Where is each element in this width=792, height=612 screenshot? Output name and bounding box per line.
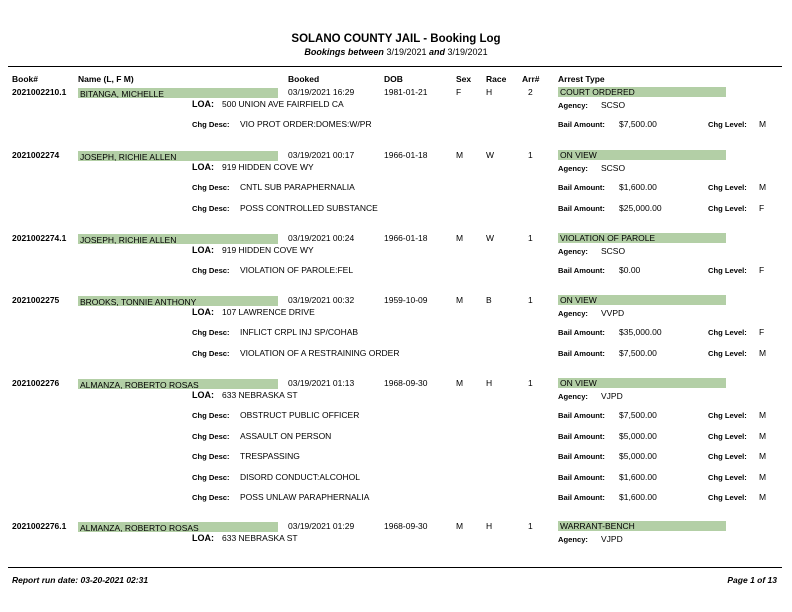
date-of-birth: 1966-01-18 <box>384 150 428 160</box>
date-of-birth: 1981-01-21 <box>384 87 428 97</box>
chg-level-label: Chg Level: <box>708 328 747 337</box>
bail-amount: $7,500.00 <box>619 119 657 129</box>
chg-level-label: Chg Level: <box>708 183 747 192</box>
arrest-type: ON VIEW <box>560 378 597 388</box>
charge-level: F <box>759 265 765 275</box>
charge-description: POSS UNLAW PARAPHERNALIA <box>240 492 370 502</box>
loa-value: 500 UNION AVE FAIRFIELD CA <box>222 99 344 109</box>
agency-value: SCSO <box>601 100 626 110</box>
bail-amount-label: Bail Amount: <box>558 493 605 502</box>
charge-description: TRESPASSING <box>240 451 300 461</box>
agency-label: Agency: <box>558 247 588 256</box>
charge-level: M <box>759 182 767 192</box>
arrest-type: VIOLATION OF PAROLE <box>560 233 656 243</box>
charge-description: ASSAULT ON PERSON <box>240 430 332 441</box>
arrest-type: COURT ORDERED <box>560 87 635 97</box>
bail-amount: $0.00 <box>619 265 641 275</box>
chg-desc-label: Chg Desc: <box>192 120 230 129</box>
loa-value: 107 LAWRENCE DRIVE <box>222 307 315 317</box>
race-value: W <box>486 150 495 160</box>
loa-label: LOA: <box>192 307 214 317</box>
bail-amount-label: Bail Amount: <box>558 431 605 441</box>
chg-level-label: Chg Level: <box>708 348 747 358</box>
agency-label: Agency: <box>558 309 588 318</box>
booking-number: 2021002274 <box>12 150 60 160</box>
date-of-birth: 1966-01-18 <box>384 233 428 243</box>
race-value: W <box>486 233 495 243</box>
bail-amount: $7,500.00 <box>619 347 657 358</box>
charge-description: CNTL SUB PARAPHERNALIA <box>240 182 355 192</box>
chg-level-label: Chg Level: <box>708 431 747 441</box>
agency-label: Agency: <box>558 164 588 173</box>
charge-description: OBSTRUCT PUBLIC OFFICER <box>240 410 360 420</box>
col-header-arrest-type: Arrest Type <box>558 74 605 84</box>
subtitle-start-date: 3/19/2021 <box>386 47 427 57</box>
subtitle-prefix: Bookings between <box>304 47 384 57</box>
booked-datetime: 03/19/2021 00:32 <box>288 295 355 305</box>
chg-desc-label: Chg Desc: <box>192 472 230 482</box>
agency-label: Agency: <box>558 535 588 544</box>
loa-value: 919 HIDDEN COVE WY <box>222 162 314 172</box>
chg-desc-label: Chg Desc: <box>192 431 230 441</box>
bail-amount: $1,600.00 <box>619 182 657 192</box>
bail-amount-label: Bail Amount: <box>558 203 605 213</box>
arrest-number: 2 <box>528 87 533 97</box>
race-value: B <box>486 295 492 305</box>
inmate-name: ALMANZA, ROBERTO ROSAS <box>80 523 199 533</box>
bail-amount-label: Bail Amount: <box>558 472 605 482</box>
charge-level: M <box>759 451 767 461</box>
sex-value: M <box>456 150 464 160</box>
footer-rule <box>8 567 782 568</box>
bail-amount: $1,600.00 <box>619 471 657 482</box>
chg-desc-label: Chg Desc: <box>192 328 230 337</box>
bail-amount: $7,500.00 <box>619 410 657 420</box>
agency-value: VVPD <box>601 308 625 318</box>
booking-number: 2021002276 <box>12 378 60 388</box>
bail-amount: $35,000.00 <box>619 327 662 337</box>
col-header-arr: Arr# <box>522 74 540 84</box>
col-header-dob: DOB <box>384 74 403 84</box>
arrest-number: 1 <box>528 295 533 305</box>
col-header-booked: Booked <box>288 74 320 84</box>
booking-number: 2021002274.1 <box>12 233 67 243</box>
col-header-race: Race <box>486 74 507 84</box>
race-value: H <box>486 87 493 97</box>
charge-level: M <box>759 410 767 420</box>
charge-level: M <box>759 430 767 441</box>
charge-description: POSS CONTROLLED SUBSTANCE <box>240 202 378 213</box>
chg-level-label: Chg Level: <box>708 203 747 213</box>
booked-datetime: 03/19/2021 01:29 <box>288 521 355 531</box>
booked-datetime: 03/19/2021 00:24 <box>288 233 355 243</box>
booked-datetime: 03/19/2021 16:29 <box>288 87 355 97</box>
bail-amount-label: Bail Amount: <box>558 328 605 337</box>
chg-level-label: Chg Level: <box>708 266 747 275</box>
date-of-birth: 1959-10-09 <box>384 295 428 305</box>
charge-level: M <box>759 119 767 129</box>
chg-level-label: Chg Level: <box>708 411 747 420</box>
arrest-number: 1 <box>528 233 533 243</box>
arrest-number: 1 <box>528 521 533 531</box>
chg-desc-label: Chg Desc: <box>192 493 230 502</box>
agency-value: SCSO <box>601 246 626 256</box>
charge-description: VIO PROT ORDER:DOMES:W/PR <box>240 119 372 129</box>
arrest-number: 1 <box>528 378 533 388</box>
charge-description: VIOLATION OF A RESTRAINING ORDER <box>240 347 400 358</box>
booking-number: 2021002210.1 <box>12 87 67 97</box>
bail-amount: $5,000.00 <box>619 430 657 441</box>
charge-level: M <box>759 471 767 482</box>
charge-level: M <box>759 492 767 502</box>
sex-value: M <box>456 295 464 305</box>
chg-desc-label: Chg Desc: <box>192 183 230 192</box>
loa-value: 919 HIDDEN COVE WY <box>222 245 314 255</box>
arrest-type: WARRANT-BENCH <box>560 521 635 531</box>
chg-desc-label: Chg Desc: <box>192 266 230 275</box>
inmate-name: BROOKS, TONNIE ANTHONY <box>80 297 197 307</box>
loa-label: LOA: <box>192 99 214 109</box>
report-subtitle <box>0 47 792 57</box>
chg-level-label: Chg Level: <box>708 493 747 502</box>
inmate-name: JOSEPH, RICHIE ALLEN <box>80 235 177 245</box>
charge-description: DISORD CONDUCT:ALCOHOL <box>240 471 360 482</box>
charge-level: M <box>759 347 767 358</box>
loa-label: LOA: <box>192 390 214 400</box>
col-header-sex: Sex <box>456 74 472 84</box>
agency-label: Agency: <box>558 101 588 110</box>
loa-value: 633 NEBRASKA ST <box>222 533 298 543</box>
chg-level-label: Chg Level: <box>708 120 747 129</box>
race-value: H <box>486 378 493 388</box>
date-of-birth: 1968-09-30 <box>384 521 428 531</box>
agency-label: Agency: <box>558 392 588 401</box>
agency-value: VJPD <box>601 534 623 544</box>
sex-value: M <box>456 378 464 388</box>
sex-value: F <box>456 87 462 97</box>
loa-value: 633 NEBRASKA ST <box>222 390 298 400</box>
date-of-birth: 1968-09-30 <box>384 378 428 388</box>
bail-amount-label: Bail Amount: <box>558 411 605 420</box>
report-title: SOLANO COUNTY JAIL - Booking Log <box>291 33 501 45</box>
loa-label: LOA: <box>192 533 214 543</box>
sex-value: M <box>456 233 464 243</box>
booking-number: 2021002275 <box>12 295 60 305</box>
chg-desc-label: Chg Desc: <box>192 203 230 213</box>
loa-label: LOA: <box>192 245 214 255</box>
charge-description: VIOLATION OF PAROLE:FEL <box>240 265 354 275</box>
booking-number: 2021002276.1 <box>12 521 67 531</box>
bail-amount: $25,000.00 <box>619 202 662 213</box>
booked-datetime: 03/19/2021 00:17 <box>288 150 355 160</box>
loa-label: LOA: <box>192 162 214 172</box>
arrest-type: ON VIEW <box>560 150 597 160</box>
chg-level-label: Chg Level: <box>708 452 747 461</box>
bail-amount-label: Bail Amount: <box>558 183 605 192</box>
page-number: Page 1 of 13 <box>727 575 777 585</box>
inmate-name: ALMANZA, ROBERTO ROSAS <box>80 380 199 390</box>
bail-amount: $5,000.00 <box>619 451 657 461</box>
charge-level: F <box>759 327 765 337</box>
bail-amount-label: Bail Amount: <box>558 452 605 461</box>
bail-amount-label: Bail Amount: <box>558 266 605 275</box>
col-header-name: Name (L, F M) <box>78 74 134 84</box>
header-rule <box>8 66 782 67</box>
chg-desc-label: Chg Desc: <box>192 452 230 461</box>
sex-value: M <box>456 521 464 531</box>
col-header-book: Book# <box>12 74 38 84</box>
race-value: H <box>486 521 493 531</box>
bail-amount-label: Bail Amount: <box>558 120 605 129</box>
chg-desc-label: Chg Desc: <box>192 411 230 420</box>
arrest-number: 1 <box>528 150 533 160</box>
subtitle-and: and <box>429 47 446 57</box>
agency-value: SCSO <box>601 163 626 173</box>
bail-amount: $1,600.00 <box>619 492 657 502</box>
bail-amount-label: Bail Amount: <box>558 348 605 358</box>
inmate-name: JOSEPH, RICHIE ALLEN <box>80 152 177 162</box>
inmate-name: BITANGA, MICHELLE <box>80 89 164 99</box>
charge-description: INFLICT CRPL INJ SP/COHAB <box>240 327 359 337</box>
report-run-date: Report run date: 03-20-2021 02:31 <box>12 575 149 585</box>
chg-level-label: Chg Level: <box>708 472 747 482</box>
booked-datetime: 03/19/2021 01:13 <box>288 378 355 388</box>
arrest-type: ON VIEW <box>560 295 597 305</box>
subtitle-end-date: 3/19/2021 <box>447 47 488 57</box>
charge-level: F <box>759 202 765 213</box>
chg-desc-label: Chg Desc: <box>192 348 230 358</box>
agency-value: VJPD <box>601 391 623 401</box>
